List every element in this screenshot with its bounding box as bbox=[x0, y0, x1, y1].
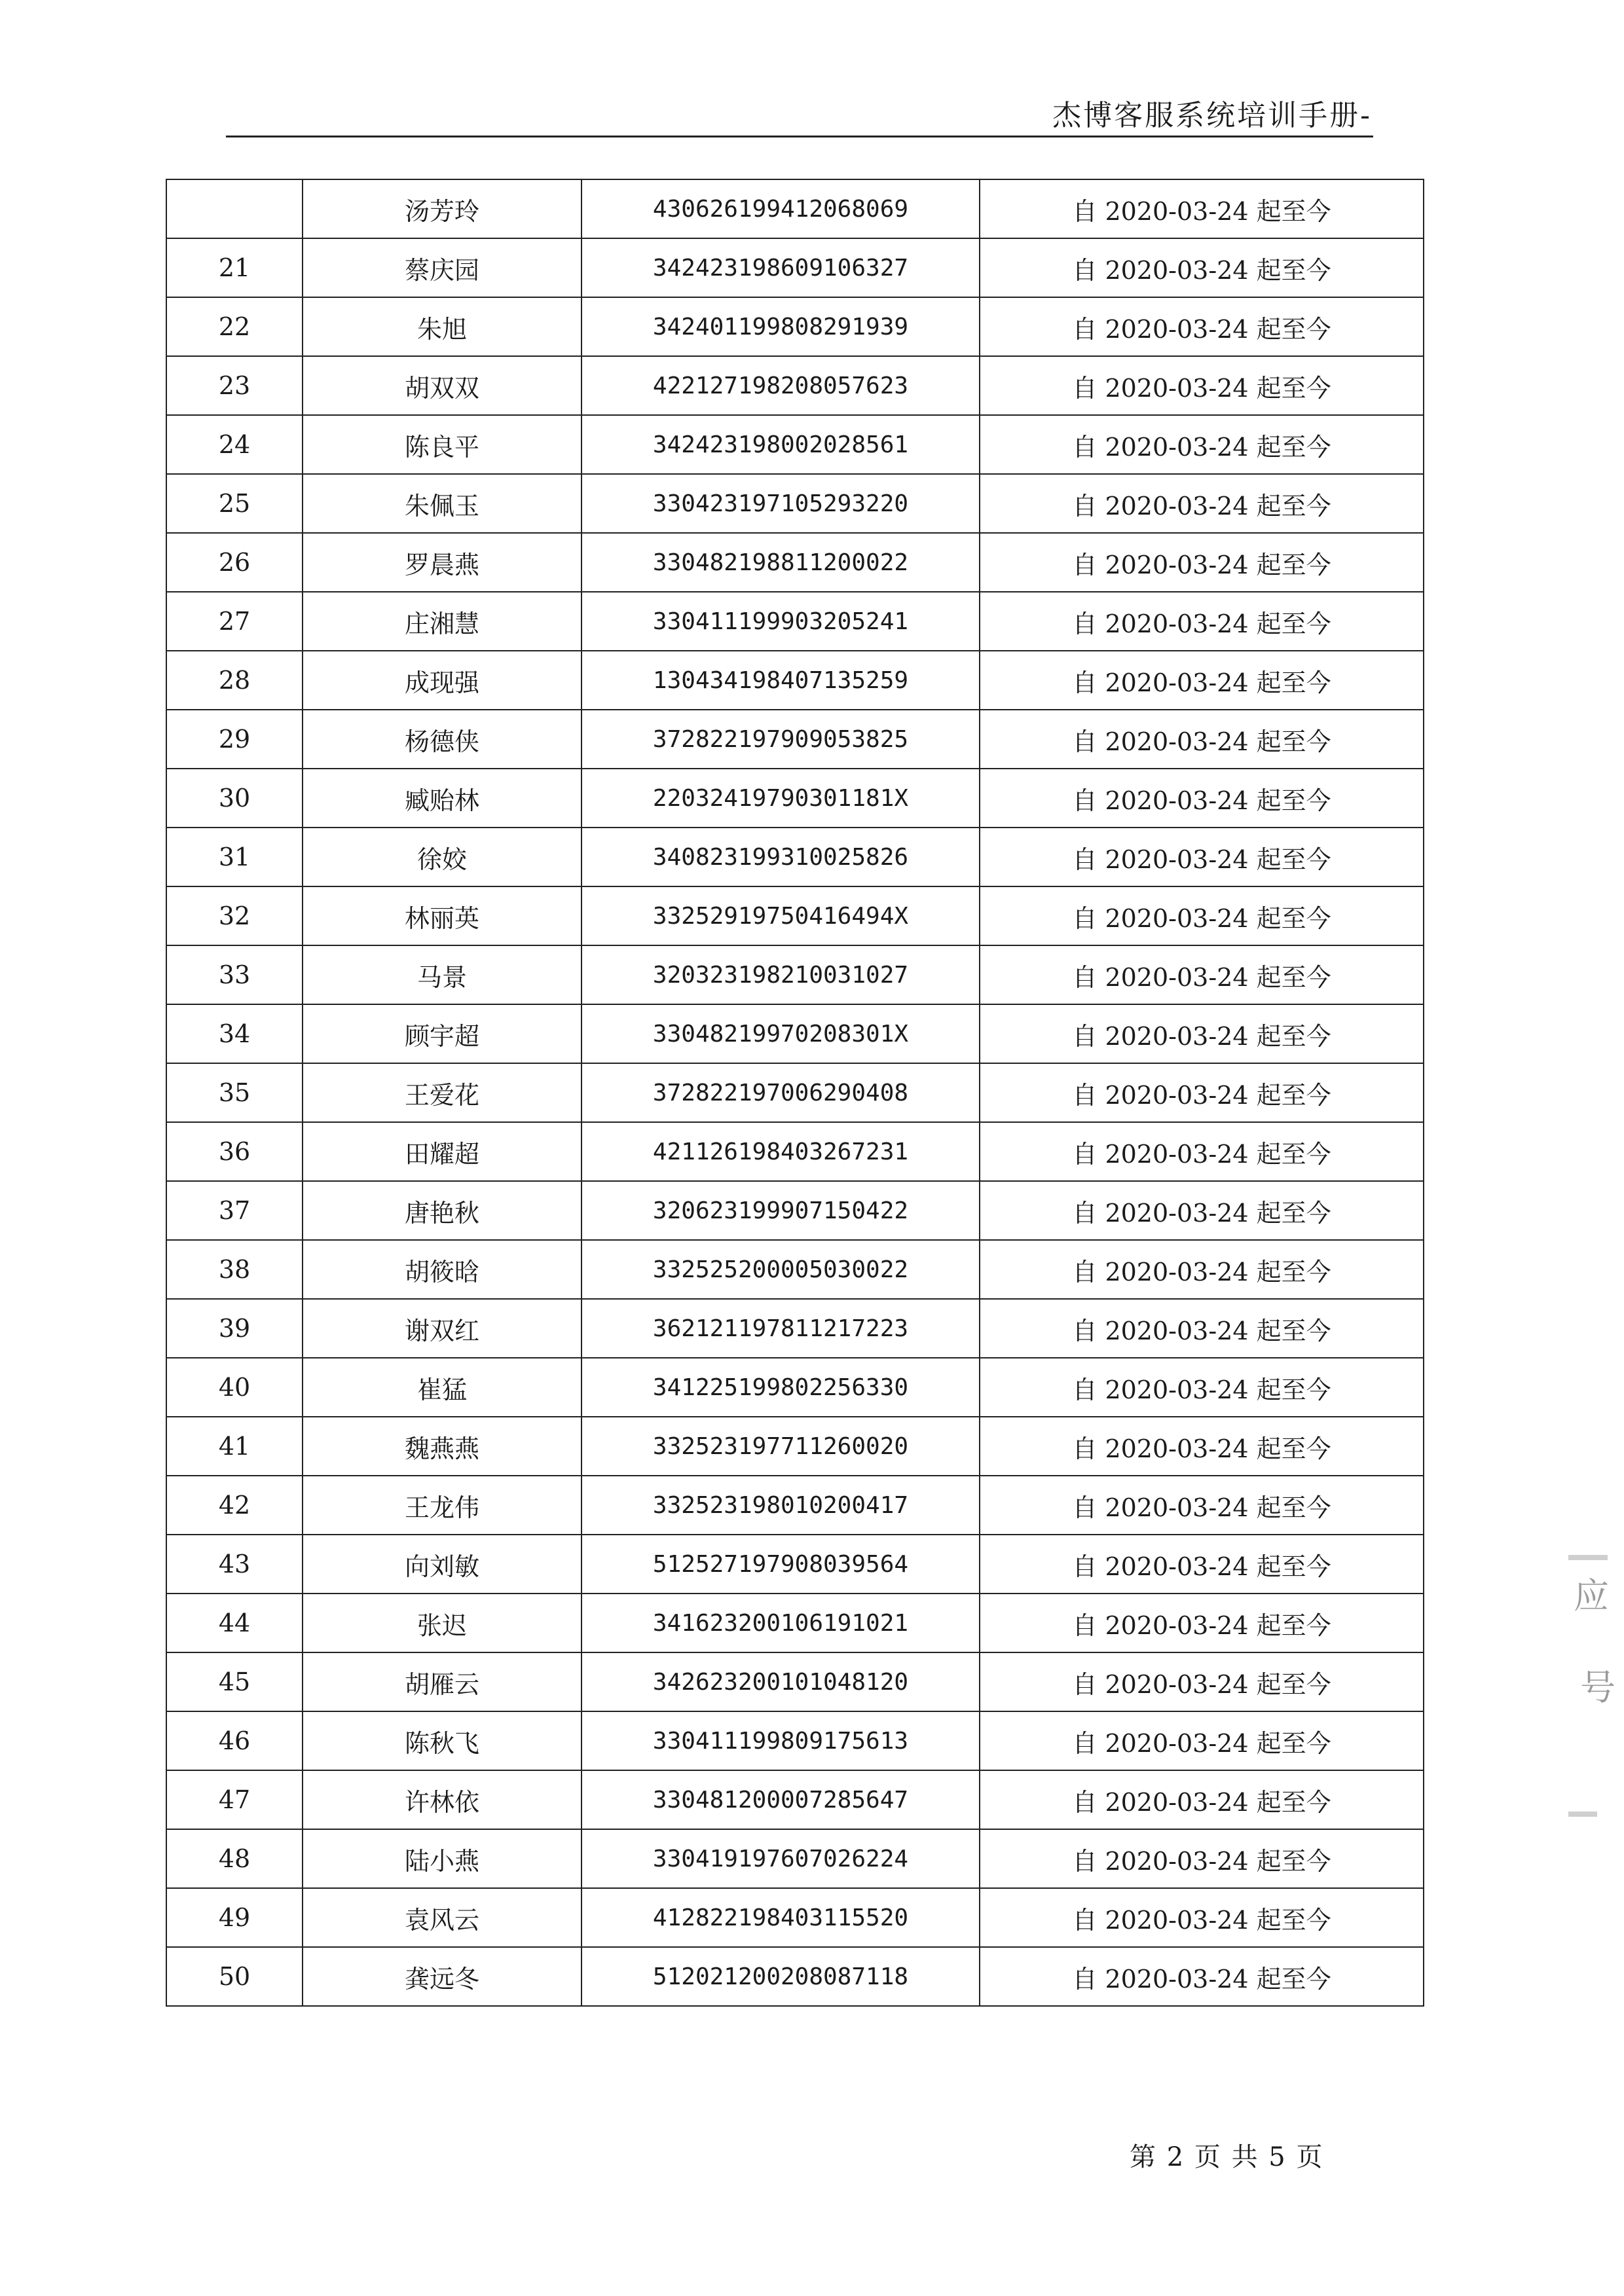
row-number-cell: 33 bbox=[166, 945, 303, 1004]
row-number-cell: 39 bbox=[166, 1299, 303, 1358]
table-row bbox=[166, 1181, 1424, 1240]
row-number-cell: 34 bbox=[166, 1004, 303, 1063]
row-number-cell: 24 bbox=[166, 415, 303, 474]
id-number-cell: 372822197909053825 bbox=[581, 710, 980, 769]
row-number-cell: 42 bbox=[166, 1476, 303, 1535]
id-number-cell: 330411199903205241 bbox=[581, 592, 980, 651]
table-row bbox=[166, 1358, 1424, 1417]
row-number-cell: 32 bbox=[166, 886, 303, 945]
period-cell: 自 2020-03-24 起至今 bbox=[980, 297, 1424, 356]
row-number-cell: 30 bbox=[166, 769, 303, 828]
period-cell: 自 2020-03-24 起至今 bbox=[980, 1947, 1424, 2006]
table-row bbox=[166, 710, 1424, 769]
period-cell: 自 2020-03-24 起至今 bbox=[980, 651, 1424, 710]
name-cell: 朱旭 bbox=[303, 297, 581, 356]
period-cell: 自 2020-03-24 起至今 bbox=[980, 1004, 1424, 1063]
table-row bbox=[166, 1063, 1424, 1122]
page-number: 第 2 页 共 5 页 bbox=[1130, 2142, 1324, 2172]
table-row bbox=[166, 592, 1424, 651]
row-number-cell: 41 bbox=[166, 1417, 303, 1476]
id-number-cell: 342423198002028561 bbox=[581, 415, 980, 474]
period-cell: 自 2020-03-24 起至今 bbox=[980, 356, 1424, 415]
id-number-cell: 320323198210031027 bbox=[581, 945, 980, 1004]
table-row bbox=[166, 238, 1424, 297]
table-row bbox=[166, 474, 1424, 533]
period-cell: 自 2020-03-24 起至今 bbox=[980, 828, 1424, 886]
name-cell: 成现强 bbox=[303, 651, 581, 710]
id-number-cell: 340823199310025826 bbox=[581, 828, 980, 886]
row-number-cell: 46 bbox=[166, 1711, 303, 1770]
id-number-cell: 332523198010200417 bbox=[581, 1476, 980, 1535]
id-number-cell: 512021200208087118 bbox=[581, 1947, 980, 2006]
period-cell: 自 2020-03-24 起至今 bbox=[980, 769, 1424, 828]
table-row bbox=[166, 1122, 1424, 1181]
table-row bbox=[166, 1004, 1424, 1063]
period-cell: 自 2020-03-24 起至今 bbox=[980, 1829, 1424, 1888]
name-cell: 朱佩玉 bbox=[303, 474, 581, 533]
id-number-cell: 330419197607026224 bbox=[581, 1829, 980, 1888]
id-number-cell: 330411199809175613 bbox=[581, 1711, 980, 1770]
id-number-cell: 130434198407135259 bbox=[581, 651, 980, 710]
table-row bbox=[166, 1711, 1424, 1770]
table-row bbox=[166, 886, 1424, 945]
table-row bbox=[166, 828, 1424, 886]
period-cell: 自 2020-03-24 起至今 bbox=[980, 1594, 1424, 1652]
table-row bbox=[166, 651, 1424, 710]
row-number-cell: 21 bbox=[166, 238, 303, 297]
header-divider bbox=[226, 136, 1373, 137]
id-number-cell: 512527197908039564 bbox=[581, 1535, 980, 1594]
id-number-cell: 320623199907150422 bbox=[581, 1181, 980, 1240]
row-number-cell: 50 bbox=[166, 1947, 303, 2006]
row-number-cell: 28 bbox=[166, 651, 303, 710]
row-number-cell: 48 bbox=[166, 1829, 303, 1888]
name-cell: 王爱花 bbox=[303, 1063, 581, 1122]
id-number-cell: 341623200106191021 bbox=[581, 1594, 980, 1652]
name-cell: 胡筱晗 bbox=[303, 1240, 581, 1299]
name-cell: 陈秋飞 bbox=[303, 1711, 581, 1770]
name-cell: 谢双红 bbox=[303, 1299, 581, 1358]
id-number-cell: 362121197811217223 bbox=[581, 1299, 980, 1358]
row-number-cell: 35 bbox=[166, 1063, 303, 1122]
period-cell: 自 2020-03-24 起至今 bbox=[980, 1711, 1424, 1770]
id-number-cell: 341225199802256330 bbox=[581, 1358, 980, 1417]
period-cell: 自 2020-03-24 起至今 bbox=[980, 1122, 1424, 1181]
page-header-title: 杰博客服系统培训手册- bbox=[1052, 99, 1372, 132]
row-number-cell: 49 bbox=[166, 1888, 303, 1947]
table-row bbox=[166, 1888, 1424, 1947]
table-row bbox=[166, 1594, 1424, 1652]
name-cell: 胡雁云 bbox=[303, 1652, 581, 1711]
id-number-cell: 342623200101048120 bbox=[581, 1652, 980, 1711]
row-number-cell: 43 bbox=[166, 1535, 303, 1594]
period-cell: 自 2020-03-24 起至今 bbox=[980, 1181, 1424, 1240]
row-number-cell: 27 bbox=[166, 592, 303, 651]
table-row bbox=[166, 1535, 1424, 1594]
table-row bbox=[166, 769, 1424, 828]
name-cell: 崔猛 bbox=[303, 1358, 581, 1417]
name-cell: 庄湘慧 bbox=[303, 592, 581, 651]
table-row bbox=[166, 356, 1424, 415]
table-row bbox=[166, 179, 1424, 238]
period-cell: 自 2020-03-24 起至今 bbox=[980, 1770, 1424, 1829]
id-number-cell: 33252919750416494X bbox=[581, 886, 980, 945]
name-cell: 罗晨燕 bbox=[303, 533, 581, 592]
row-number-cell: 47 bbox=[166, 1770, 303, 1829]
name-cell: 唐艳秋 bbox=[303, 1181, 581, 1240]
row-number-cell: 26 bbox=[166, 533, 303, 592]
name-cell: 徐姣 bbox=[303, 828, 581, 886]
row-number-cell: 37 bbox=[166, 1181, 303, 1240]
id-number-cell: 332523197711260020 bbox=[581, 1417, 980, 1476]
row-number-cell: 40 bbox=[166, 1358, 303, 1417]
period-cell: 自 2020-03-24 起至今 bbox=[980, 415, 1424, 474]
period-cell: 自 2020-03-24 起至今 bbox=[980, 1476, 1424, 1535]
id-number-cell: 342401199808291939 bbox=[581, 297, 980, 356]
table-row bbox=[166, 1770, 1424, 1829]
table-row bbox=[166, 533, 1424, 592]
table-row bbox=[166, 945, 1424, 1004]
name-cell: 汤芳玲 bbox=[303, 179, 581, 238]
row-number-cell: 36 bbox=[166, 1122, 303, 1181]
row-number-cell: 29 bbox=[166, 710, 303, 769]
row-number-cell: 31 bbox=[166, 828, 303, 886]
period-cell: 自 2020-03-24 起至今 bbox=[980, 179, 1424, 238]
row-number-cell: 44 bbox=[166, 1594, 303, 1652]
name-cell: 田耀超 bbox=[303, 1122, 581, 1181]
period-cell: 自 2020-03-24 起至今 bbox=[980, 1652, 1424, 1711]
period-cell: 自 2020-03-24 起至今 bbox=[980, 886, 1424, 945]
period-cell: 自 2020-03-24 起至今 bbox=[980, 945, 1424, 1004]
name-cell: 杨德侠 bbox=[303, 710, 581, 769]
period-cell: 自 2020-03-24 起至今 bbox=[980, 592, 1424, 651]
table-row bbox=[166, 1947, 1424, 2006]
table-row bbox=[166, 1417, 1424, 1476]
table-row bbox=[166, 1240, 1424, 1299]
name-cell: 马景 bbox=[303, 945, 581, 1004]
table-row bbox=[166, 297, 1424, 356]
table-row bbox=[166, 1476, 1424, 1535]
period-cell: 自 2020-03-24 起至今 bbox=[980, 238, 1424, 297]
name-cell: 向刘敏 bbox=[303, 1535, 581, 1594]
name-cell: 胡双双 bbox=[303, 356, 581, 415]
roster-table-body bbox=[166, 179, 1424, 2006]
name-cell: 林丽英 bbox=[303, 886, 581, 945]
id-number-cell: 342423198609106327 bbox=[581, 238, 980, 297]
id-number-cell: 33048219970208301X bbox=[581, 1004, 980, 1063]
period-cell: 自 2020-03-24 起至今 bbox=[980, 1299, 1424, 1358]
table-row bbox=[166, 1299, 1424, 1358]
period-cell: 自 2020-03-24 起至今 bbox=[980, 710, 1424, 769]
name-cell: 张迟 bbox=[303, 1594, 581, 1652]
period-cell: 自 2020-03-24 起至今 bbox=[980, 1240, 1424, 1299]
name-cell: 陆小燕 bbox=[303, 1829, 581, 1888]
period-cell: 自 2020-03-24 起至今 bbox=[980, 1358, 1424, 1417]
id-number-cell: 372822197006290408 bbox=[581, 1063, 980, 1122]
id-number-cell: 330482198811200022 bbox=[581, 533, 980, 592]
row-number-cell bbox=[166, 179, 303, 238]
row-number-cell: 23 bbox=[166, 356, 303, 415]
name-cell: 袁风云 bbox=[303, 1888, 581, 1947]
table-row bbox=[166, 1652, 1424, 1711]
name-cell: 臧贻林 bbox=[303, 769, 581, 828]
name-cell: 王龙伟 bbox=[303, 1476, 581, 1535]
period-cell: 自 2020-03-24 起至今 bbox=[980, 474, 1424, 533]
roster-table bbox=[166, 179, 1424, 2007]
row-number-cell: 45 bbox=[166, 1652, 303, 1711]
name-cell: 顾宇超 bbox=[303, 1004, 581, 1063]
period-cell: 自 2020-03-24 起至今 bbox=[980, 1063, 1424, 1122]
period-cell: 自 2020-03-24 起至今 bbox=[980, 1417, 1424, 1476]
name-cell: 龚远冬 bbox=[303, 1947, 581, 2006]
period-cell: 自 2020-03-24 起至今 bbox=[980, 1888, 1424, 1947]
name-cell: 魏燕燕 bbox=[303, 1417, 581, 1476]
name-cell: 许林依 bbox=[303, 1770, 581, 1829]
table-row bbox=[166, 415, 1424, 474]
id-number-cell: 412822198403115520 bbox=[581, 1888, 980, 1947]
id-number-cell: 330481200007285647 bbox=[581, 1770, 980, 1829]
id-number-cell: 421126198403267231 bbox=[581, 1122, 980, 1181]
period-cell: 自 2020-03-24 起至今 bbox=[980, 533, 1424, 592]
row-number-cell: 25 bbox=[166, 474, 303, 533]
table-row bbox=[166, 1829, 1424, 1888]
id-number-cell: 430626199412068069 bbox=[581, 179, 980, 238]
name-cell: 陈良平 bbox=[303, 415, 581, 474]
id-number-cell: 22032419790301181X bbox=[581, 769, 980, 828]
period-cell: 自 2020-03-24 起至今 bbox=[980, 1535, 1424, 1594]
row-number-cell: 38 bbox=[166, 1240, 303, 1299]
id-number-cell: 330423197105293220 bbox=[581, 474, 980, 533]
id-number-cell: 332525200005030022 bbox=[581, 1240, 980, 1299]
row-number-cell: 22 bbox=[166, 297, 303, 356]
id-number-cell: 422127198208057623 bbox=[581, 356, 980, 415]
name-cell: 蔡庆园 bbox=[303, 238, 581, 297]
scan-edge-artifact: 应 号 bbox=[1568, 1555, 1608, 1830]
